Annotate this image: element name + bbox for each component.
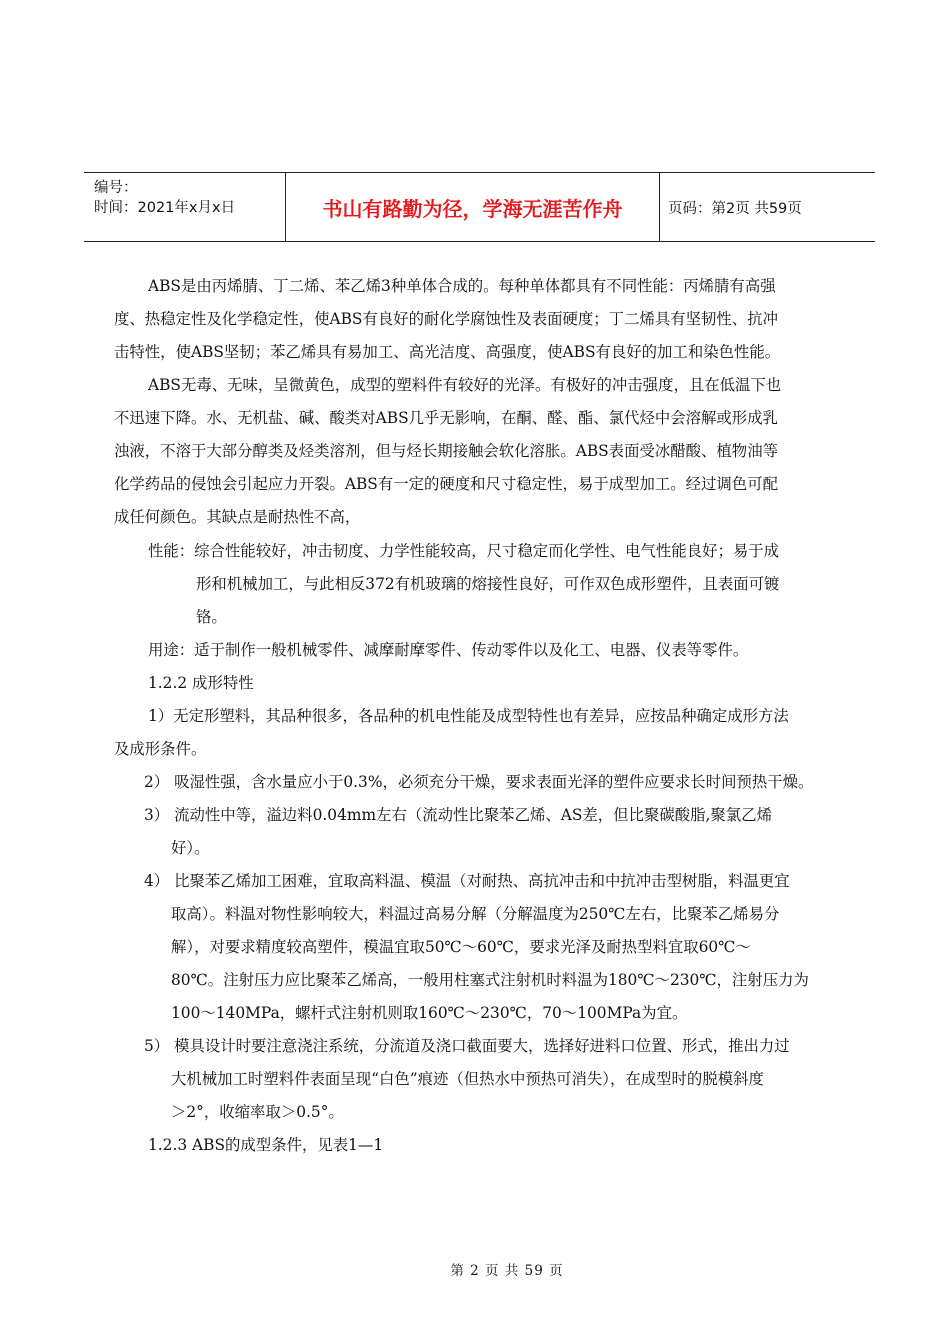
paragraph-line: 化学药品的侵蚀会引起应力开裂。ABS有一定的硬度和尺寸稳定性，易于成型加工。经过调色可配 — [114, 475, 778, 493]
page-footer: 第 2 页 共 59 页 — [450, 1263, 564, 1279]
paragraph-line: ABS是由丙烯腈、丁二烯、苯乙烯3种单体合成的。每种单体都具有不同性能：丙烯腈有高强 — [148, 277, 776, 295]
header-number-label: 编号： — [94, 180, 138, 196]
list-item-4-cont: 取高）。料温对物性影响较大，料温过高易分解（分解温度为250℃左右，比聚苯乙烯易分 — [171, 905, 780, 923]
performance-line: 铬。 — [196, 608, 227, 626]
list-item-1: 1）无定形塑料，其品种很多，各品种的机电性能及成型特性也有差异，应按品种确定成形方法 — [148, 707, 789, 725]
list-item-3: 3） 流动性中等，溢边料0.04mm左右（流动性比聚苯乙烯、AS差，但比聚碳酸脂,聚氯乙烯 — [144, 806, 772, 824]
section-heading-1-2-2: 1.2.2 成形特性 — [148, 674, 254, 692]
list-item-4-cont: 80℃。注射压力应比聚苯乙烯高，一般用柱塞式注射机时料温为180℃～230℃，注射压力为 — [171, 971, 809, 989]
list-item-2: 2） 吸湿性强，含水量应小于0.3%，必须充分干燥，要求表面光泽的塑件应要求长时间预热干燥。 — [144, 773, 814, 791]
paragraph-line: 度、热稳定性及化学稳定性，使ABS有良好的耐化学腐蚀性及表面硬度；丁二烯具有坚韧性、抗冲 — [114, 310, 778, 328]
list-item-5-cont: ＞2°，收缩率取＞0.5°。 — [171, 1103, 344, 1121]
header-date-label: 时间：2021年x月x日 — [94, 200, 236, 216]
list-item-4-cont: 解），对要求精度较高塑件，模温宜取50℃～60℃，要求光泽及耐热型料宜取60℃～ — [171, 938, 751, 956]
paragraph-line: ABS无毒、无味，呈微黄色，成型的塑料件有较好的光泽。有极好的冲击强度，且在低温下也 — [148, 376, 782, 394]
list-item-3-cont: 好）。 — [171, 839, 210, 857]
header-page-label: 页码：第2页 共59页 — [668, 200, 802, 217]
list-item-1-cont: 及成形条件。 — [114, 740, 207, 758]
list-item-5: 5） 模具设计时要注意浇注系统，分流道及浇口截面要大，选择好进料口位置、形式，推出力过 — [144, 1037, 790, 1055]
document-header — [84, 172, 875, 242]
paragraph-line: 浊液，不溶于大部分醇类及烃类溶剂，但与烃长期接触会软化溶胀。ABS表面受冰醋酸、植物油等 — [114, 442, 778, 460]
section-heading-1-2-3: 1.2.3 ABS的成型条件，见表1—1 — [148, 1136, 384, 1154]
performance-line: 形和机械加工，与此相反372有机玻璃的熔接性良好，可作双色成形塑件，且表面可镀 — [196, 575, 780, 593]
paragraph-line: 击特性，使ABS坚韧；苯乙烯具有易加工、高光洁度、高强度，使ABS有良好的加工和染色性能。 — [114, 343, 781, 361]
list-item-5-cont: 大机械加工时塑料件表面呈现“白色”痕迹（但热水中预热可消失），在成型时的脱模斜度 — [171, 1070, 764, 1088]
paragraph-line: 成任何颜色。其缺点是耐热性不高， — [114, 508, 361, 526]
header-motto: 书山有路勤为径，学海无涯苦作舟 — [286, 173, 660, 241]
list-item-4: 4） 比聚苯乙烯加工困难，宜取高料温、模温（对耐热、高抗冲击和中抗冲击型树脂，料温更宜 — [144, 872, 790, 890]
usage-line: 用途：适于制作一般机械零件、减摩耐摩零件、传动零件以及化工、电器、仪表等零件。 — [148, 641, 749, 659]
header-left-cell — [84, 173, 286, 241]
list-item-4-cont: 100～140MPa，螺杆式注射机则取160℃～230℃，70～100MPa为宜。 — [171, 1004, 688, 1022]
paragraph-line: 不迅速下降。水、无机盐、碱、酸类对ABS几乎无影响，在酮、醛、酯、氯代烃中会溶解或形成乳 — [114, 409, 778, 427]
performance-line: 性能：综合性能较好，冲击韧度、力学性能较高，尺寸稳定而化学性、电气性能良好；易于成 — [148, 542, 780, 560]
